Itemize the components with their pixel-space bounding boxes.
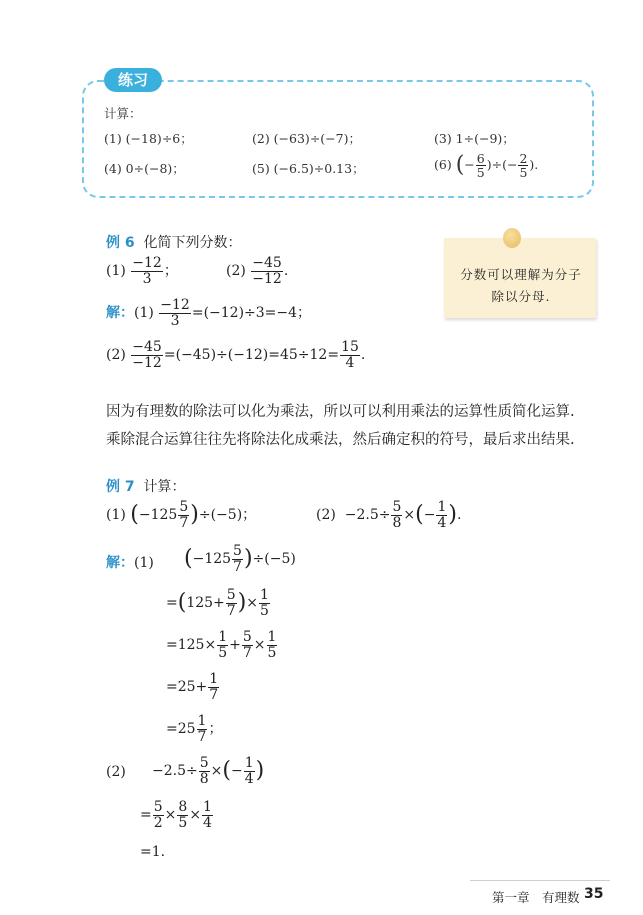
pin-icon bbox=[503, 228, 521, 248]
example6-solution2: (2) $\frac{-45}{-12}$ =(−45)÷(−12)=45÷12= $\frac{15}{4}$ . bbox=[106, 339, 366, 371]
solution2-step-0: −2.5÷ $\frac{5}{8}$ ×(− $\frac{1}{4}$ ) bbox=[152, 755, 265, 787]
example7-s2-tag: (2) bbox=[106, 764, 126, 780]
note-text: 分数可以理解为分子除以分母. bbox=[460, 267, 582, 304]
practice-item-1: (1) (−18)÷6； bbox=[104, 131, 193, 146]
practice-item-3: (3) 1÷(−9)； bbox=[434, 131, 515, 146]
paragraph-line-1: 因为有理数的除法可以化为乘法，所以可以利用乘法的运算性质简化运算. bbox=[106, 404, 575, 420]
page-number: 35 bbox=[584, 886, 604, 902]
practice-item-6: (6) (− $\frac{6}{5}$ )÷(− $\frac{2}{5}$ ). bbox=[434, 151, 539, 181]
example7-solution-label: 解：(1) bbox=[106, 555, 154, 571]
solution1-step-1: =(125+ $\frac{5}{7}$ )× $\frac{1}{5}$ bbox=[166, 587, 269, 619]
solution1-step-0: (−125 $\frac{5}{7}$ )÷(−5) bbox=[184, 543, 296, 575]
solution1-step-3: =25+ $\frac{1}{7}$ bbox=[166, 671, 219, 703]
solution1-step-4: =25 $\frac{1}{7}$ ； bbox=[166, 713, 223, 745]
example6-solution1: 解：(1) $\frac{-12}{3}$ =(−12)÷3=−4； bbox=[106, 297, 312, 329]
example7-q1: (1) (−125 $\frac{5}{7}$ )÷(−5)； bbox=[106, 499, 257, 531]
example6-heading: 例 6 化简下列分数： bbox=[106, 235, 242, 251]
paragraph-line-2: 乘除混合运算往往先将除法化成乘法，然后确定积的符号，最后求出结果. bbox=[106, 432, 575, 448]
footer-chapter: 第一章 有理数 bbox=[492, 890, 580, 905]
practice-item-4: (4) 0÷(−8)； bbox=[104, 161, 185, 176]
footer-divider bbox=[470, 880, 610, 881]
example7-q2: (2) −2.5÷ $\frac{5}{8}$ ×(− $\frac{1}{4}$ ). bbox=[316, 499, 462, 531]
practice-intro: 计算： bbox=[104, 106, 142, 121]
solution2-step-1: = $\frac{5}{2}$ × $\frac{8}{5}$ × $\frac{1}{4}$ bbox=[140, 799, 212, 831]
example7-heading: 例 7 计算： bbox=[106, 479, 186, 495]
example6-q1: (1) $\frac{-12}{3}$ ； bbox=[106, 255, 178, 287]
practice-item-5: (5) (−6.5)÷0.13； bbox=[252, 161, 365, 176]
example6-q2: (2) $\frac{-45}{-12}$ . bbox=[226, 255, 289, 287]
solution2-step-2: =1. bbox=[140, 844, 166, 860]
practice-item-2: (2) (−63)÷(−7)； bbox=[252, 131, 361, 146]
practice-tab: 练习 bbox=[104, 68, 162, 92]
solution1-step-2: =125× $\frac{1}{5}$ + $\frac{5}{7}$ × $\frac{1}{5}$ bbox=[166, 629, 277, 661]
